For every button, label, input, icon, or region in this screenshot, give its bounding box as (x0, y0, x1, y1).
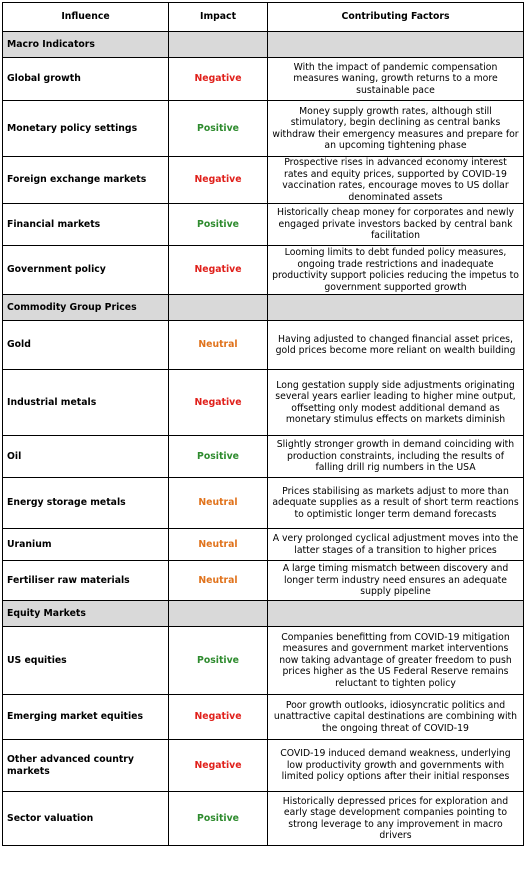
section-row (3, 295, 524, 321)
impact-cell: Neutral (169, 478, 268, 529)
section-title: Commodity Group Prices (3, 295, 169, 321)
influence-cell: Industrial metals (3, 370, 169, 436)
contributing-factors-cell: Having adjusted to changed financial asset prices, gold prices become more reliant on wealth building (268, 321, 524, 370)
section-row (3, 601, 524, 627)
impact-cell: Negative (169, 740, 268, 792)
section-spacer (169, 601, 268, 627)
impact-cell: Neutral (169, 321, 268, 370)
table-row (3, 695, 524, 740)
contributing-factors-cell: Money supply growth rates, although still stimulatory, begin declining as central banks withdraw their emergency measures and prepare for an upcoming tightening phase (268, 101, 524, 157)
section-spacer (268, 601, 524, 627)
impact-cell: Positive (169, 101, 268, 157)
influence-cell: Monetary policy settings (3, 101, 169, 157)
header-contributing-factors: Contributing Factors (268, 3, 524, 32)
table-row (3, 204, 524, 246)
section-title: Macro Indicators (3, 32, 169, 58)
impact-cell: Negative (169, 246, 268, 295)
section-title: Equity Markets (3, 601, 169, 627)
header-row (3, 3, 524, 32)
impact-cell: Neutral (169, 561, 268, 601)
header-impact: Impact (169, 3, 268, 32)
impact-cell: Negative (169, 695, 268, 740)
impact-cell: Negative (169, 157, 268, 204)
table-row (3, 101, 524, 157)
influence-cell: Oil (3, 436, 169, 478)
contributing-factors-cell: COVID-19 induced demand weakness, underlying low productivity growth and governments with limited policy options after their initial responses (268, 740, 524, 792)
table-row (3, 627, 524, 695)
table-row (3, 792, 524, 846)
influence-cell: Global growth (3, 58, 169, 101)
table-row (3, 246, 524, 295)
influence-cell: Sector valuation (3, 792, 169, 846)
influence-cell: Foreign exchange markets (3, 157, 169, 204)
impact-cell: Positive (169, 436, 268, 478)
contributing-factors-cell: With the impact of pandemic compensation measures waning, growth returns to a more sustainable pace (268, 58, 524, 101)
table-row (3, 321, 524, 370)
contributing-factors-cell: A very prolonged cyclical adjustment moves into the latter stages of a transition to higher prices (268, 529, 524, 561)
section-spacer (268, 295, 524, 321)
table-row (3, 157, 524, 204)
section-spacer (268, 32, 524, 58)
impact-cell: Neutral (169, 529, 268, 561)
table-row (3, 529, 524, 561)
section-spacer (169, 295, 268, 321)
influence-cell: Government policy (3, 246, 169, 295)
table-row (3, 58, 524, 101)
influence-cell: Emerging market equities (3, 695, 169, 740)
influence-cell: Gold (3, 321, 169, 370)
influence-cell: Energy storage metals (3, 478, 169, 529)
impact-cell: Negative (169, 370, 268, 436)
influence-cell: Uranium (3, 529, 169, 561)
impact-cell: Negative (169, 58, 268, 101)
contributing-factors-cell: Long gestation supply side adjustments originating several years earlier leading to higher mine output, offsetting only modest additional demand as monetary stimulus effects on markets diminish (268, 370, 524, 436)
influence-cell: Other advanced country markets (3, 740, 169, 792)
influence-cell: Financial markets (3, 204, 169, 246)
contributing-factors-cell: Looming limits to debt funded policy measures, ongoing trade restrictions and inadequate productivity support policies reducing the impetus to government supported growth (268, 246, 524, 295)
contributing-factors-cell: Historically depressed prices for exploration and early stage development companies pointing to strong leverage to any improvement in macro drivers (268, 792, 524, 846)
contributing-factors-cell: Prospective rises in advanced economy interest rates and equity prices, supported by COVID-19 vaccination rates, encourage moves to US dollar denominated assets (268, 157, 524, 204)
influence-cell: US equities (3, 627, 169, 695)
table-row (3, 478, 524, 529)
influence-cell: Fertiliser raw materials (3, 561, 169, 601)
contributing-factors-cell: Companies benefitting from COVID-19 mitigation measures and government market interventions now taking advantage of greater freedom to push prices higher as the US Federal Reserve remains reluctant to tighten policy (268, 627, 524, 695)
contributing-factors-cell: A large timing mismatch between discovery and longer term industry need ensures an adequate supply pipeline (268, 561, 524, 601)
section-row (3, 32, 524, 58)
section-spacer (169, 32, 268, 58)
contributing-factors-cell: Poor growth outlooks, idiosyncratic politics and unattractive capital destinations are combining with the ongoing threat of COVID-19 (268, 695, 524, 740)
contributing-factors-cell: Prices stabilising as markets adjust to more than adequate supplies as a result of short term reactions to optimistic longer term demand forecasts (268, 478, 524, 529)
influence-table (2, 2, 524, 846)
table-row (3, 436, 524, 478)
impact-cell: Positive (169, 792, 268, 846)
header-influence: Influence (3, 3, 169, 32)
impact-cell: Positive (169, 627, 268, 695)
table-row (3, 561, 524, 601)
table-row (3, 370, 524, 436)
table-row (3, 740, 524, 792)
contributing-factors-cell: Historically cheap money for corporates and newly engaged private investors backed by central bank facilitation (268, 204, 524, 246)
contributing-factors-cell: Slightly stronger growth in demand coinciding with production constraints, including the results of falling drill rig numbers in the USA (268, 436, 524, 478)
impact-cell: Positive (169, 204, 268, 246)
